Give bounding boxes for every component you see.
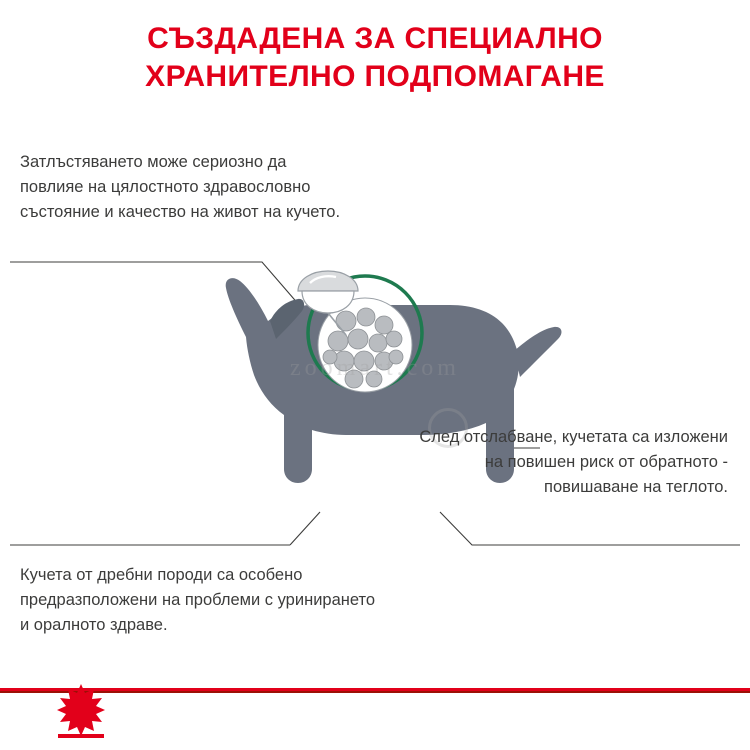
callout-bottom-left: Кучета от дребни породи са особено предразположени на проблеми с уринирането и оралното здраве.	[20, 566, 376, 634]
footer	[0, 678, 750, 750]
page-title	[0, 20, 750, 96]
watermark-text: zoomart.com	[290, 355, 460, 381]
callout-bottom-right: След отслабване, кучетата са изложени на повишен риск от обратното - повишаване на теглото.	[419, 428, 728, 496]
callout-top-left: Затлъстяването може сериозно да повлияе на цялостното здравословно състояние и качество на живот на кучето.	[20, 153, 341, 221]
page-title-line-2: ХРАНИТЕЛНО ПОДПОМАГАНЕ	[145, 60, 605, 93]
royal-canin-logo-icon	[38, 680, 124, 744]
page-title-line-1: СЪЗДАДЕНА ЗА СПЕЦИАЛНО	[147, 22, 603, 55]
